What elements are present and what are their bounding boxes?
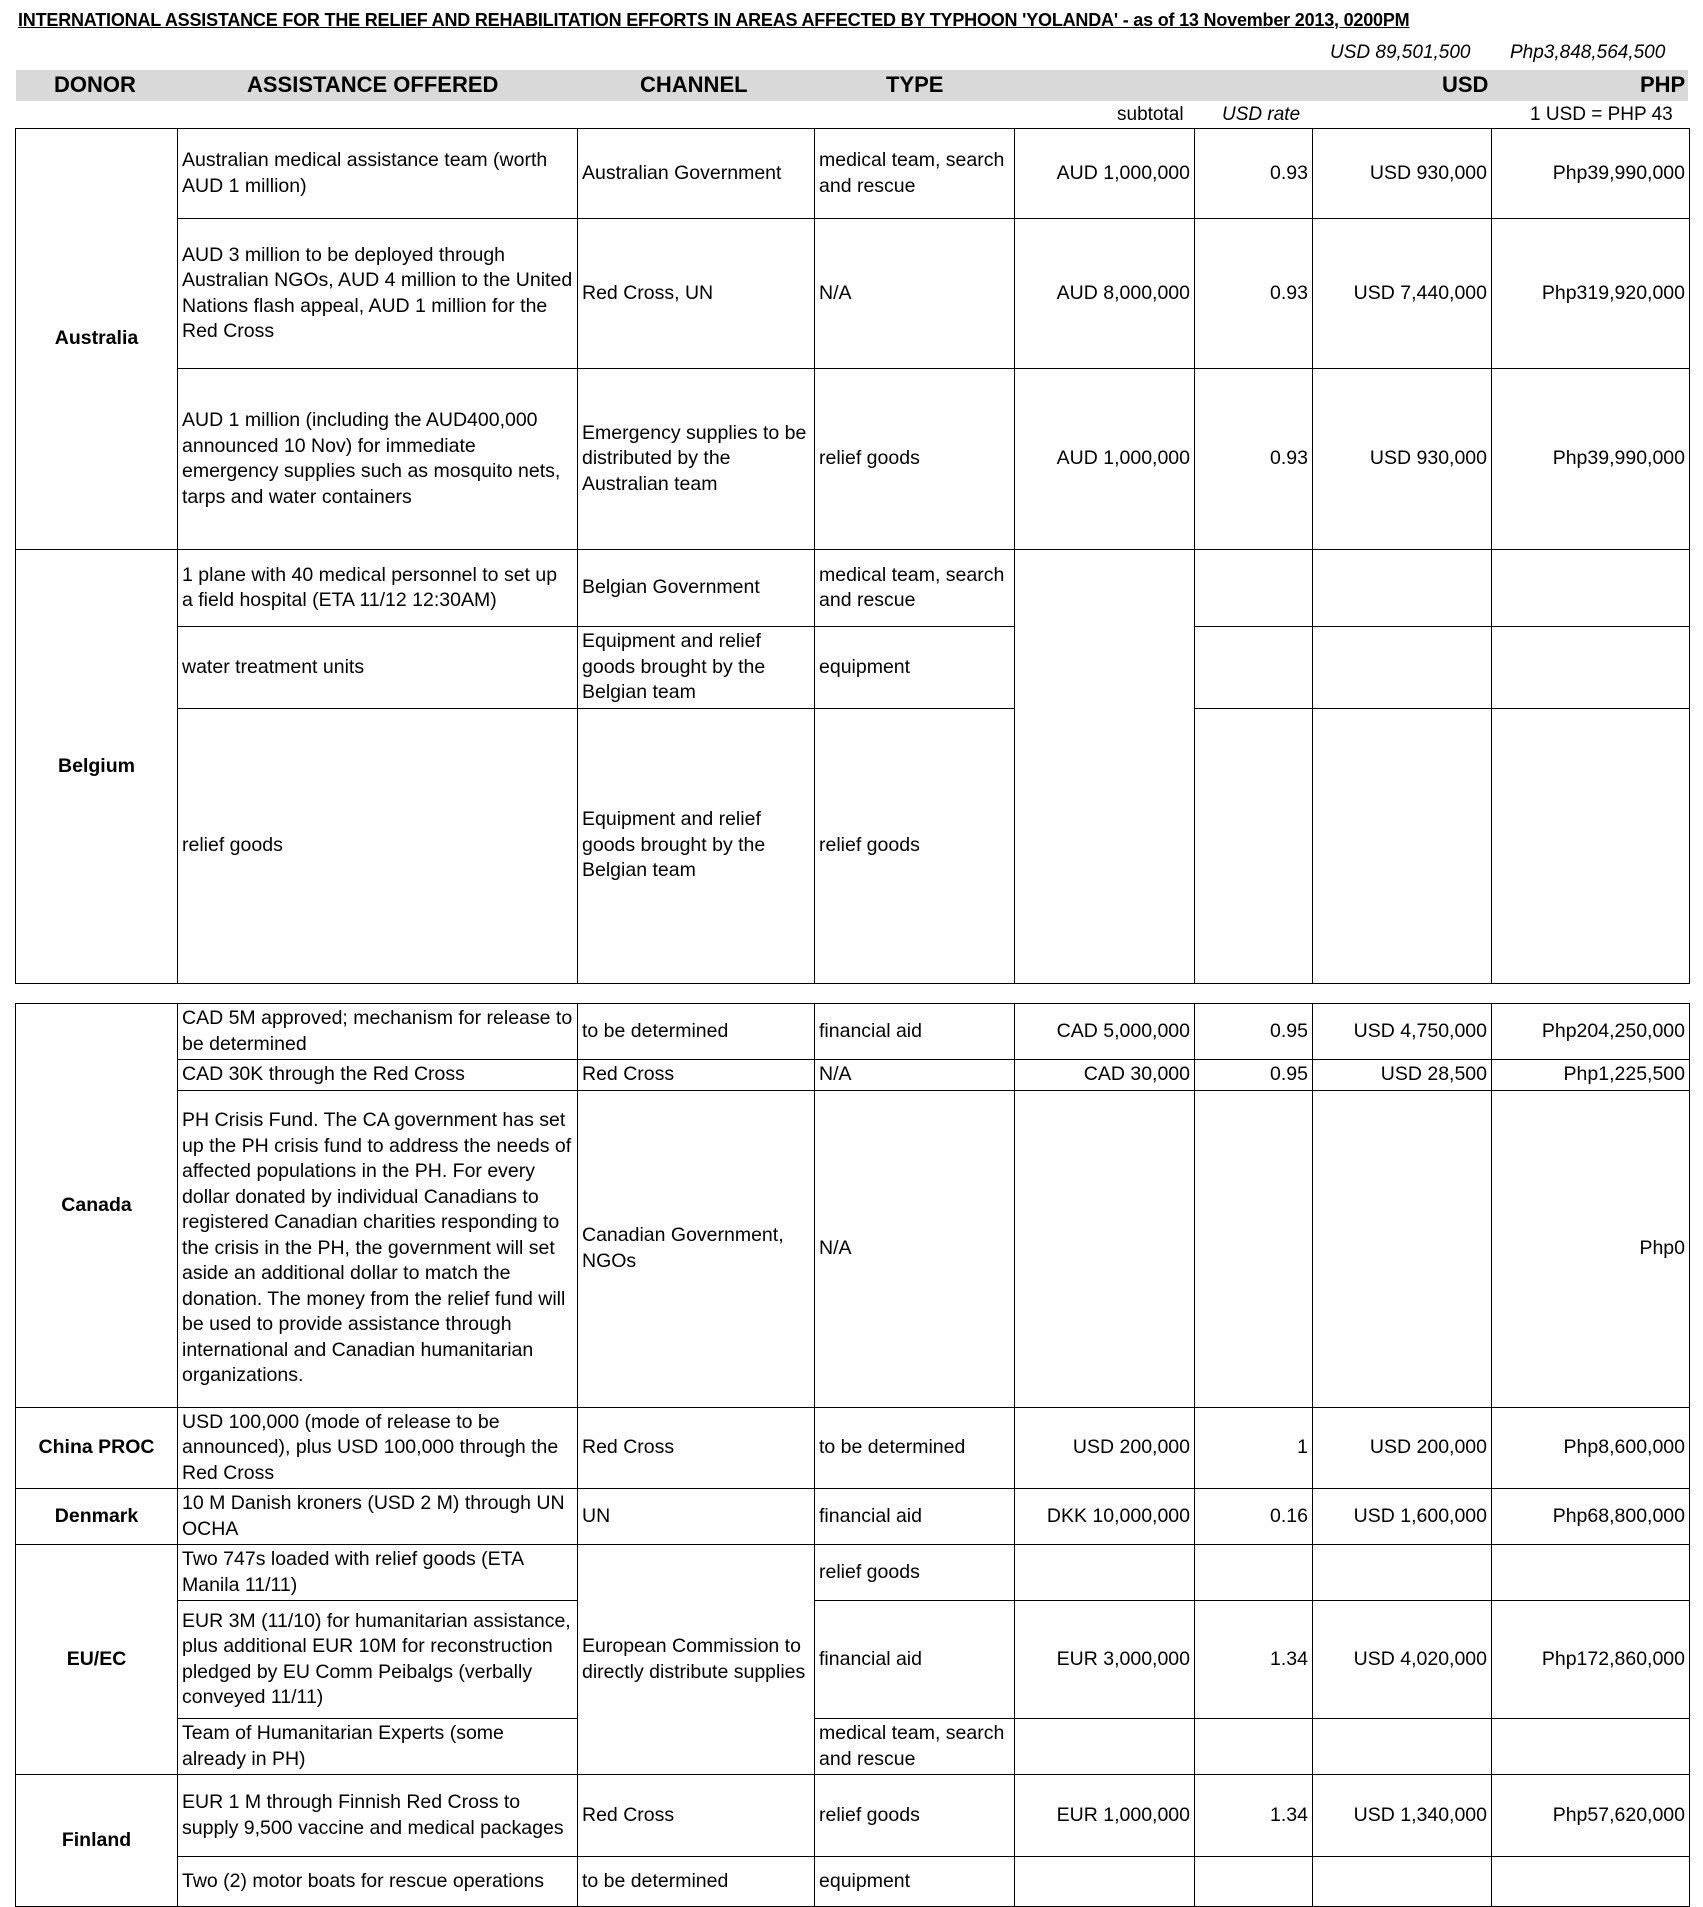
donor-cell: Belgium <box>16 550 178 984</box>
total-usd: USD 89,501,500 <box>1330 42 1471 63</box>
subtotal-cell <box>1015 1545 1195 1601</box>
usd-cell <box>1313 550 1492 627</box>
usd-cell <box>1313 1545 1492 1601</box>
donor-cell: China PROC <box>16 1407 178 1489</box>
assistance-cell: AUD 3 million to be deployed through Australian NGOs, AUD 4 million to the United Nations flash appeal, AUD 1 million for the Red Cross <box>178 219 578 369</box>
type-cell: financial aid <box>815 1004 1015 1060</box>
table-row <box>16 1489 1690 1545</box>
channel-cell: Red Cross <box>578 1407 815 1489</box>
usd-cell: USD 930,000 <box>1313 129 1492 219</box>
assistance-cell: PH Crisis Fund. The CA government has set up the PH crisis fund to address the needs of affected populations in the PH. For every dollar donated by individual Canadians to registered Canadian charities responding to the crisis in the PH, the government will set aside an additional dollar to match the donation. The money from the relief fund will be used to provide assistance through international and Canadian humanitarian organizations. <box>178 1090 578 1407</box>
total-php: Php3,848,564,500 <box>1510 42 1666 63</box>
donor-cell: EU/EC <box>16 1545 178 1775</box>
php-cell: Php204,250,000 <box>1492 1004 1690 1060</box>
type-cell: medical team, search and rescue <box>815 129 1015 219</box>
donor-cell: Finland <box>16 1775 178 1907</box>
channel-cell: Canadian Government, NGOs <box>578 1090 815 1407</box>
channel-cell: to be determined <box>578 1004 815 1060</box>
channel-cell: Australian Government <box>578 129 815 219</box>
subtotal-cell: EUR 1,000,000 <box>1015 1775 1195 1857</box>
php-cell <box>1492 1719 1690 1775</box>
table-row <box>16 1407 1690 1489</box>
subheader-subtotal: subtotal <box>1117 104 1184 125</box>
header-assistance: ASSISTANCE OFFERED <box>247 72 499 97</box>
assistance-cell: water treatment units <box>178 627 578 709</box>
usd-cell <box>1313 1090 1492 1407</box>
type-cell: equipment <box>815 627 1015 709</box>
subtotal-cell <box>1015 550 1195 984</box>
rate-cell <box>1195 1857 1313 1907</box>
table-row <box>16 1060 1690 1091</box>
assistance-table-1 <box>15 128 1690 984</box>
type-cell: relief goods <box>815 1775 1015 1857</box>
subtotal-cell: AUD 1,000,000 <box>1015 369 1195 550</box>
php-cell <box>1492 1857 1690 1907</box>
channel-cell: UN <box>578 1489 815 1545</box>
rate-cell: 1.34 <box>1195 1775 1313 1857</box>
subtotal-cell: AUD 8,000,000 <box>1015 219 1195 369</box>
type-cell: financial aid <box>815 1601 1015 1719</box>
table-row <box>16 1857 1690 1907</box>
rate-cell: 0.95 <box>1195 1004 1313 1060</box>
usd-cell <box>1313 1857 1492 1907</box>
rate-cell: 0.93 <box>1195 129 1313 219</box>
php-cell: Php39,990,000 <box>1492 369 1690 550</box>
assistance-cell: Two 747s loaded with relief goods (ETA Manila 11/11) <box>178 1545 578 1601</box>
usd-cell: USD 4,750,000 <box>1313 1004 1492 1060</box>
usd-cell: USD 28,500 <box>1313 1060 1492 1091</box>
table-row <box>16 1775 1690 1857</box>
php-cell: Php1,225,500 <box>1492 1060 1690 1091</box>
php-cell <box>1492 708 1690 983</box>
channel-cell: Equipment and relief goods brought by the Belgian team <box>578 627 815 709</box>
usd-cell <box>1313 1719 1492 1775</box>
header-php: PHP <box>1640 72 1686 97</box>
assistance-cell: Two (2) motor boats for rescue operations <box>178 1857 578 1907</box>
header-usd: USD <box>1442 72 1489 97</box>
usd-cell: USD 200,000 <box>1313 1407 1492 1489</box>
assistance-cell: AUD 1 million (including the AUD400,000 announced 10 Nov) for immediate emergency supplies such as mosquito nets, tarps and water containers <box>178 369 578 550</box>
table-row <box>16 550 1690 627</box>
type-cell: financial aid <box>815 1489 1015 1545</box>
subtotal-cell: CAD 30,000 <box>1015 1060 1195 1091</box>
subheader-php-rate: 1 USD = PHP 43 <box>1530 104 1673 125</box>
rate-cell: 0.93 <box>1195 369 1313 550</box>
php-cell <box>1492 1545 1690 1601</box>
rate-cell: 0.16 <box>1195 1489 1313 1545</box>
type-cell: relief goods <box>815 369 1015 550</box>
channel-cell: Equipment and relief goods brought by the Belgian team <box>578 708 815 983</box>
php-cell: Php68,800,000 <box>1492 1489 1690 1545</box>
table-row <box>16 1601 1690 1719</box>
channel-cell: to be determined <box>578 1857 815 1907</box>
php-cell: Php319,920,000 <box>1492 219 1690 369</box>
assistance-cell: CAD 30K through the Red Cross <box>178 1060 578 1091</box>
table-row <box>16 129 1690 219</box>
rate-cell: 1 <box>1195 1407 1313 1489</box>
donor-cell: Denmark <box>16 1489 178 1545</box>
usd-cell: USD 930,000 <box>1313 369 1492 550</box>
php-cell: Php39,990,000 <box>1492 129 1690 219</box>
assistance-cell: EUR 3M (11/10) for humanitarian assistance, plus additional EUR 10M for reconstruction pledged by EU Comm Peibalgs (verbally conveyed 11/11) <box>178 1601 578 1719</box>
type-cell: relief goods <box>815 1545 1015 1601</box>
type-cell: medical team, search and rescue <box>815 1719 1015 1775</box>
usd-cell <box>1313 627 1492 709</box>
subtotal-cell <box>1015 1719 1195 1775</box>
assistance-cell: 1 plane with 40 medical personnel to set up a field hospital (ETA 11/12 12:30AM) <box>178 550 578 627</box>
usd-cell <box>1313 708 1492 983</box>
rate-cell <box>1195 1719 1313 1775</box>
assistance-cell: relief goods <box>178 708 578 983</box>
usd-cell: USD 1,600,000 <box>1313 1489 1492 1545</box>
channel-cell: Belgian Government <box>578 550 815 627</box>
table-row <box>16 1719 1690 1775</box>
type-cell: N/A <box>815 219 1015 369</box>
type-cell: medical team, search and rescue <box>815 550 1015 627</box>
header-donor: DONOR <box>54 72 136 97</box>
table-row <box>16 1090 1690 1407</box>
rate-cell <box>1195 627 1313 709</box>
php-cell: Php172,860,000 <box>1492 1601 1690 1719</box>
header-channel: CHANNEL <box>640 72 748 97</box>
type-cell: N/A <box>815 1090 1015 1407</box>
subtotal-cell: EUR 3,000,000 <box>1015 1601 1195 1719</box>
table-row <box>16 627 1690 709</box>
channel-cell: Red Cross, UN <box>578 219 815 369</box>
rate-cell <box>1195 1545 1313 1601</box>
php-cell: Php57,620,000 <box>1492 1775 1690 1857</box>
type-cell: N/A <box>815 1060 1015 1091</box>
assistance-cell: CAD 5M approved; mechanism for release to be determined <box>178 1004 578 1060</box>
table-row <box>16 708 1690 983</box>
table-row <box>16 1004 1690 1060</box>
rate-cell <box>1195 708 1313 983</box>
subheader-usd-rate: USD rate <box>1222 104 1301 125</box>
channel-cell: European Commission to directly distribute supplies <box>578 1545 815 1775</box>
channel-cell: Red Cross <box>578 1775 815 1857</box>
subtotal-cell: CAD 5,000,000 <box>1015 1004 1195 1060</box>
usd-cell: USD 1,340,000 <box>1313 1775 1492 1857</box>
rate-cell: 0.93 <box>1195 219 1313 369</box>
donor-cell: Australia <box>16 129 178 550</box>
table-row <box>16 219 1690 369</box>
usd-cell: USD 7,440,000 <box>1313 219 1492 369</box>
subtotal-cell: AUD 1,000,000 <box>1015 129 1195 219</box>
channel-cell: Emergency supplies to be distributed by the Australian team <box>578 369 815 550</box>
assistance-cell: Australian medical assistance team (worth AUD 1 million) <box>178 129 578 219</box>
assistance-cell: EUR 1 M through Finnish Red Cross to supply 9,500 vaccine and medical packages <box>178 1775 578 1857</box>
php-cell: Php0 <box>1492 1090 1690 1407</box>
rate-cell <box>1195 550 1313 627</box>
assistance-table-2 <box>15 1003 1690 1907</box>
type-cell: to be determined <box>815 1407 1015 1489</box>
assistance-cell: 10 M Danish kroners (USD 2 M) through UN OCHA <box>178 1489 578 1545</box>
php-cell: Php8,600,000 <box>1492 1407 1690 1489</box>
php-cell <box>1492 627 1690 709</box>
assistance-cell: Team of Humanitarian Experts (some already in PH) <box>178 1719 578 1775</box>
rate-cell <box>1195 1090 1313 1407</box>
subtotal-cell <box>1015 1090 1195 1407</box>
subtotal-cell: DKK 10,000,000 <box>1015 1489 1195 1545</box>
header-type: TYPE <box>886 72 944 97</box>
donor-cell: Canada <box>16 1004 178 1408</box>
rate-cell: 0.95 <box>1195 1060 1313 1091</box>
php-cell <box>1492 550 1690 627</box>
type-cell: equipment <box>815 1857 1015 1907</box>
page-title: INTERNATIONAL ASSISTANCE FOR THE RELIEF AND REHABILITATION EFFORTS IN AREAS AFFECTED BY TYPHOON 'YOLANDA' - as of 13 November 2013, 0200PM <box>18 10 1410 30</box>
assistance-cell: USD 100,000 (mode of release to be announced), plus USD 100,000 through the Red Cross <box>178 1407 578 1489</box>
table-row <box>16 1545 1690 1601</box>
usd-cell: USD 4,020,000 <box>1313 1601 1492 1719</box>
table-row <box>16 369 1690 550</box>
subtotal-cell <box>1015 1857 1195 1907</box>
subtotal-cell: USD 200,000 <box>1015 1407 1195 1489</box>
rate-cell: 1.34 <box>1195 1601 1313 1719</box>
channel-cell: Red Cross <box>578 1060 815 1091</box>
type-cell: relief goods <box>815 708 1015 983</box>
